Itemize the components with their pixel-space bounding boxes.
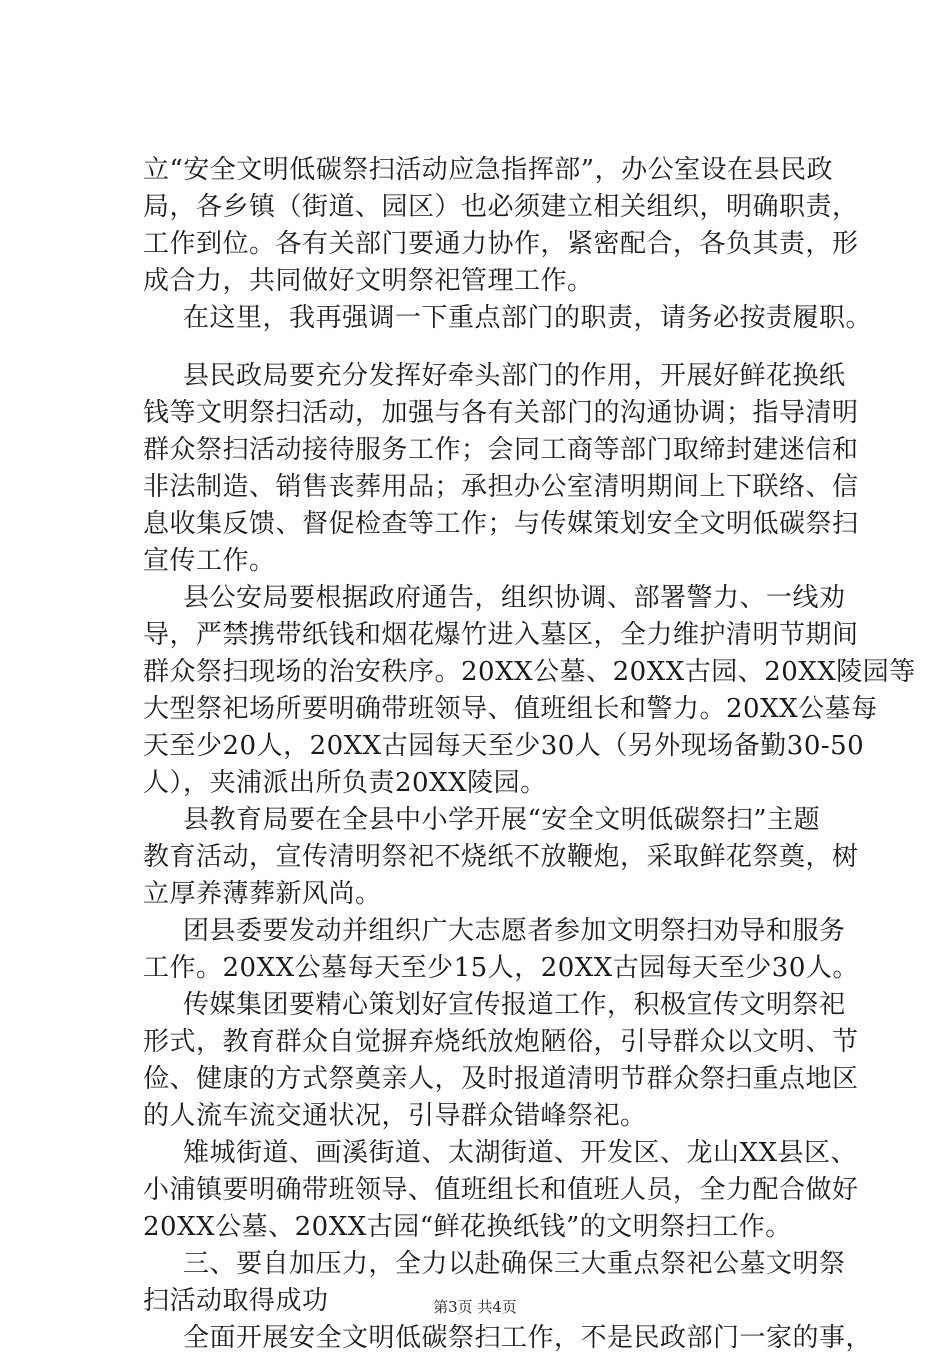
body-line: 的人流车流交通状况，引导群众错峰祭祀。: [143, 1101, 647, 1131]
body-line: 20XX公墓、20XX古园“鲜花换纸钱”的文明祭扫工作。: [143, 1212, 792, 1242]
body-line: 群众祭扫现场的治安秩序。20XX公墓、20XX古园、20XX陵园等: [143, 657, 916, 687]
body-line: 形式，教育群众自觉摒弃烧纸放炮陋俗，引导群众以文明、节: [143, 1027, 859, 1057]
body-line: 工作。20XX公墓每天至少15人，20XX古园每天至少30人。: [143, 953, 859, 983]
body-line: 息收集反馈、督促检查等工作；与传媒策划安全文明低碳祭扫: [143, 509, 859, 539]
body-line: 县公安局要根据政府通告，组织协调、部署警力、一线劝: [183, 583, 846, 613]
body-line: 传媒集团要精心策划好宣传报道工作，积极宣传文明祭祀: [183, 990, 846, 1020]
section-heading-line: 三、要自加压力，全力以赴确保三大重点祭祀公墓文明祭: [183, 1249, 846, 1279]
body-line: 钱等文明祭扫活动，加强与各有关部门的沟通协调；指导清明: [143, 398, 859, 428]
paragraph-gap: [143, 337, 843, 358]
body-line: 宣传工作。: [143, 546, 276, 576]
body-line: 县民政局要充分发挥好牵头部门的作用，开展好鲜花换纸: [183, 361, 846, 391]
body-line: 导，严禁携带纸钱和烟花爆竹进入墓区，全力维护清明节期间: [143, 620, 859, 650]
body-line: 雉城街道、画溪街道、太湖街道、开发区、龙山XX县区、: [183, 1138, 858, 1168]
body-line: 成合力，共同做好文明祭祀管理工作。: [143, 266, 594, 296]
body-line: 人），夹浦派出所负责20XX陵园。: [143, 768, 547, 798]
body-line: 团县委要发动并组织广大志愿者参加文明祭扫劝导和服务: [183, 916, 846, 946]
body-line: 在这里，我再强调一下重点部门的职责，请务必按责履职。: [183, 303, 873, 333]
body-line: 俭、健康的方式祭奠亲人，及时报道清明节群众祭扫重点地区: [143, 1064, 859, 1094]
body-line: 工作到位。各有关部门要通力协作，紧密配合，各负其责，形: [143, 229, 859, 259]
document-body: [143, 152, 916, 1357]
body-line: 小浦镇要明确带班领导、值班组长和值班人员，全力配合做好: [143, 1175, 859, 1205]
body-line: 立厚养薄葬新风尚。: [143, 879, 382, 909]
body-line: 县教育局要在全县中小学开展“安全文明低碳祭扫”主题: [183, 805, 821, 835]
body-line: 局，各乡镇（街道、园区）也必须建立相关组织，明确职责，: [143, 192, 859, 222]
page-number-footer: 第3页 共4页: [433, 1298, 517, 1316]
section-heading-line: 扫活动取得成功: [143, 1286, 329, 1316]
body-line: 大型祭祀场所要明确带班领导、值班组长和警力。20XX公墓每: [143, 694, 878, 724]
body-line: 天至少20人，20XX古园每天至少30人（另外现场备勤30-50: [143, 731, 865, 761]
body-line: 教育活动，宣传清明祭祀不烧纸不放鞭炮，采取鲜花祭奠，树: [143, 842, 859, 872]
body-line: 全面开展安全文明低碳祭扫工作，不是民政部门一家的事，: [183, 1323, 873, 1353]
body-line: 立“安全文明低碳祭扫活动应急指挥部”，办公室设在县民政: [143, 155, 834, 185]
body-line: 群众祭扫活动接待服务工作；会同工商等部门取缔封建迷信和: [143, 435, 859, 465]
body-line: 非法制造、销售丧葬用品；承担办公室清明期间上下联络、信: [143, 472, 859, 502]
